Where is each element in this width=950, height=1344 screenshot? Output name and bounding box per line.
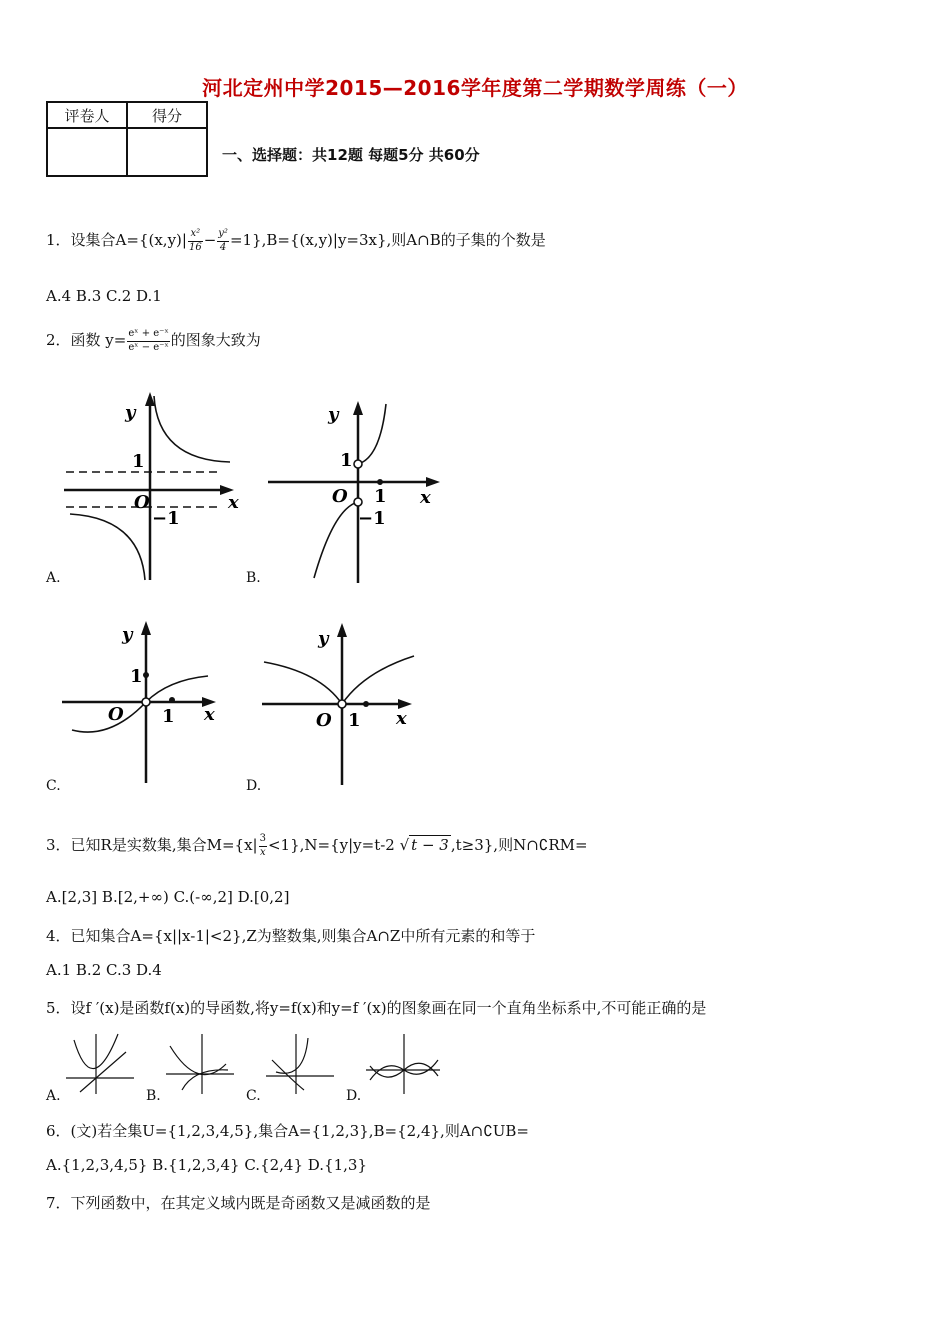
- graph-a-x-label: x: [228, 492, 239, 513]
- q2-text-post: 的图象大致为: [170, 331, 261, 349]
- graph-b-origin: O: [332, 486, 348, 507]
- q1-f2-num: y²: [217, 228, 229, 242]
- score-table: [46, 101, 208, 177]
- graph-a-neg-one: −1: [152, 508, 180, 529]
- graph-b-y-label: y: [328, 404, 339, 425]
- question-6: 6．(文)若全集U={1,2,3,4,5},集合A={1,2,3},B={2,4},则A∩∁UB=: [46, 1122, 530, 1140]
- graph-c-one: 1: [130, 666, 143, 687]
- question-3: 3．已知R是实数集,集合M={x| $\frac{3}{x}$ <1},N={y|y=t-2 √ t − 3 ,t≥3},则N∩∁RM=: [46, 833, 588, 858]
- graph-a: [50, 390, 250, 585]
- q2-fraction: [127, 328, 169, 354]
- grader-cell: [47, 128, 127, 176]
- graph-d: [258, 620, 428, 790]
- score-cell: [127, 128, 207, 176]
- q3-num: 3: [259, 833, 267, 847]
- graph-c-y-label: y: [122, 624, 133, 645]
- q3-text-post: ,t≥3},则N∩∁RM=: [450, 836, 588, 854]
- q1-text-post: =1},B={(x,y)|y=3x},则A∩B的子集的个数是: [229, 231, 546, 249]
- q1-fraction-y: [217, 228, 229, 254]
- graph-b-neg-one: −1: [358, 508, 386, 529]
- page-title: 河北定州中学2015—2016学年度第二学期数学周练（一）: [202, 76, 748, 100]
- q5-graph-d: [364, 1030, 442, 1096]
- graph-b-x-one: 1: [374, 486, 387, 507]
- graph-d-origin: O: [316, 710, 332, 731]
- q2-label-c: C.: [46, 778, 61, 794]
- graph-c: [58, 618, 228, 788]
- grader-header: 评卷人: [47, 102, 127, 128]
- q3-options: A.[2,3] B.[2,+∞) C.(-∞,2] D.[0,2]: [46, 888, 290, 906]
- q3-den: x: [259, 846, 266, 858]
- question-5: 5．设f ′(x)是函数f(x)的导函数,将y=f(x)和y=f ′(x)的图象画在同一个直角坐标系中,不可能正确的是: [46, 999, 707, 1017]
- graph-d-x-label: x: [396, 708, 407, 729]
- q3-fraction: [259, 833, 267, 859]
- question-2: [46, 328, 261, 354]
- q4-options: A.1 B.2 C.3 D.4: [46, 961, 162, 979]
- q2-label-d: D.: [246, 778, 262, 794]
- score-header: 得分: [127, 102, 207, 128]
- graph-a-y-label: y: [125, 402, 136, 423]
- graph-c-x-one: 1: [162, 706, 175, 727]
- q5-graph-a: [64, 1030, 136, 1096]
- section-heading: 一、选择题：共12题 每题5分 共60分: [222, 146, 480, 164]
- graph-a-one: 1: [132, 451, 145, 472]
- q2-text-pre: 2．函数 y=: [46, 331, 127, 349]
- q1-f1-num: x²: [188, 228, 203, 242]
- q6-options: A.{1,2,3,4,5} B.{1,2,3,4} C.{2,4} D.{1,3}: [46, 1156, 367, 1174]
- q3-text-mid: <1},N={y|y=t-2: [267, 836, 395, 854]
- graph-c-x-label: x: [204, 704, 215, 725]
- q5-graph-c: [264, 1030, 336, 1096]
- q2-label-b: B.: [246, 570, 261, 586]
- q1-fraction-x: [188, 228, 203, 254]
- q5-graph-b: [164, 1030, 236, 1096]
- q2-label-a: A.: [46, 570, 61, 586]
- graph-d-y-label: y: [318, 628, 329, 649]
- q3-sqrt: t − 3: [411, 836, 449, 854]
- graph-b-one: 1: [340, 450, 353, 471]
- q1-f1-den: 16: [188, 241, 202, 253]
- graph-d-x-one: 1: [348, 710, 361, 731]
- q1-minus: −: [203, 231, 217, 249]
- q2-den: eˣ − e⁻ˣ: [128, 341, 169, 353]
- question-4: 4．已知集合A={x||x-1|<2},Z为整数集,则集合A∩Z中所有元素的和等于: [46, 927, 536, 945]
- q5-label-c: C.: [246, 1088, 261, 1104]
- question-1: [46, 228, 546, 254]
- question-7: 7．下列函数中，在其定义域内既是奇函数又是减函数的是: [46, 1194, 431, 1212]
- q3-text-pre: 3．已知R是实数集,集合M={x|: [46, 836, 258, 854]
- graph-a-origin: O: [134, 492, 150, 513]
- q2-num: eˣ + e⁻ˣ: [127, 328, 169, 342]
- q5-label-a: A.: [46, 1088, 61, 1104]
- q1-text-pre: 1．设集合A={(x,y)|: [46, 231, 187, 249]
- q1-options: A.4 B.3 C.2 D.1: [46, 287, 162, 305]
- q1-f2-den: 4: [219, 241, 227, 253]
- q5-label-d: D.: [346, 1088, 362, 1104]
- graph-b: [262, 398, 452, 588]
- graph-b-x-label: x: [420, 487, 431, 508]
- graph-c-origin: O: [108, 704, 124, 725]
- q5-label-b: B.: [146, 1088, 161, 1104]
